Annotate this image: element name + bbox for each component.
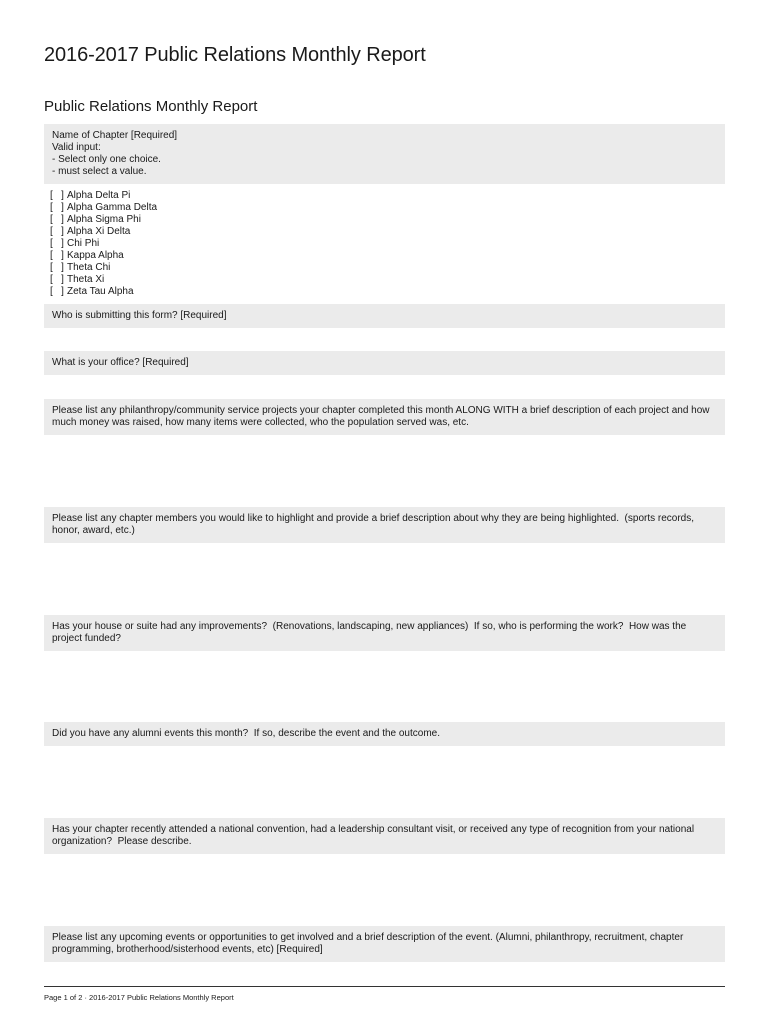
question-label: Please list any philanthropy/community service projects your chapter completed this month ALONG WITH a brief description of each project and how much money was raised, how many items were collected, who the population served was, etc. bbox=[52, 405, 713, 428]
option-label: Zeta Tau Alpha bbox=[67, 286, 134, 297]
chapter-options-list bbox=[50, 190, 157, 298]
question-philanthropy-projects bbox=[44, 399, 725, 435]
page-footer: Page 1 of 2 · 2016-2017 Public Relations Monthly Report bbox=[44, 993, 234, 1002]
page-title: 2016-2017 Public Relations Monthly Report bbox=[44, 44, 426, 66]
option-label: Alpha Xi Delta bbox=[67, 226, 131, 237]
chapter-option-alpha-xi-delta[interactable] bbox=[50, 226, 157, 238]
option-label: Chi Phi bbox=[67, 238, 100, 249]
question-national-recognition bbox=[44, 818, 725, 854]
chapter-option-zeta-tau-alpha[interactable] bbox=[50, 286, 157, 298]
footer-divider bbox=[44, 986, 725, 987]
question-upcoming-events bbox=[44, 926, 725, 962]
chapter-option-alpha-gamma-delta[interactable] bbox=[50, 202, 157, 214]
option-label: Theta Xi bbox=[67, 274, 105, 285]
question-label: Who is submitting this form? [Required] bbox=[52, 310, 227, 321]
option-label: Alpha Gamma Delta bbox=[67, 202, 158, 213]
checkbox-bracket[interactable]: [ ] bbox=[50, 214, 64, 225]
option-label: Alpha Delta Pi bbox=[67, 190, 131, 201]
question-label: Please list any upcoming events or opportunities to get involved and a brief description of the event. (Alumni, philanthropy, recruitment, chapter programming, brotherhood/sisterhood events, etc) [Required] bbox=[52, 932, 687, 955]
checkbox-bracket[interactable]: [ ] bbox=[50, 286, 64, 297]
question-house-improvements bbox=[44, 615, 725, 651]
option-label: Theta Chi bbox=[67, 262, 111, 273]
checkbox-bracket[interactable]: [ ] bbox=[50, 238, 64, 249]
chapter-option-alpha-sigma-phi[interactable] bbox=[50, 214, 157, 226]
checkbox-bracket[interactable]: [ ] bbox=[50, 250, 64, 261]
section-title: Public Relations Monthly Report bbox=[44, 98, 258, 115]
chapter-option-chi-phi[interactable] bbox=[50, 238, 157, 250]
question-label: What is your office? [Required] bbox=[52, 357, 189, 368]
question-label: Name of Chapter [Required] bbox=[52, 130, 178, 141]
question-label: Has your house or suite had any improvements? (Renovations, landscaping, new appliances) If so, who is performing the work? How was the project funded? bbox=[52, 621, 689, 644]
question-label: Please list any chapter members you would like to highlight and provide a brief description about why they are being highlighted. (sports records, honor, award, etc.) bbox=[52, 513, 697, 536]
checkbox-bracket[interactable]: [ ] bbox=[50, 274, 64, 285]
chapter-option-alpha-delta-pi[interactable] bbox=[50, 190, 157, 202]
question-member-highlights bbox=[44, 507, 725, 543]
question-chapter-name bbox=[44, 124, 725, 184]
checkbox-bracket[interactable]: [ ] bbox=[50, 262, 64, 273]
chapter-option-theta-chi[interactable] bbox=[50, 262, 157, 274]
question-label: Did you have any alumni events this month? If so, describe the event and the outcome. bbox=[52, 728, 441, 739]
chapter-option-theta-xi[interactable] bbox=[50, 274, 157, 286]
checkbox-bracket[interactable]: [ ] bbox=[50, 226, 64, 237]
chapter-option-kappa-alpha[interactable] bbox=[50, 250, 157, 262]
question-label: Has your chapter recently attended a national convention, had a leadership consultant visit, or received any type of recognition from your national organization? Please describe. bbox=[52, 824, 697, 847]
valid-input-rule: - Select only one choice. bbox=[52, 154, 161, 165]
question-alumni-events bbox=[44, 722, 725, 746]
checkbox-bracket[interactable]: [ ] bbox=[50, 202, 64, 213]
option-label: Alpha Sigma Phi bbox=[67, 214, 141, 225]
valid-input-heading: Valid input: bbox=[52, 142, 101, 153]
question-submitter bbox=[44, 304, 725, 328]
valid-input-rule: - must select a value. bbox=[52, 166, 147, 177]
option-label: Kappa Alpha bbox=[67, 250, 124, 261]
checkbox-bracket[interactable]: [ ] bbox=[50, 190, 64, 201]
question-office bbox=[44, 351, 725, 375]
